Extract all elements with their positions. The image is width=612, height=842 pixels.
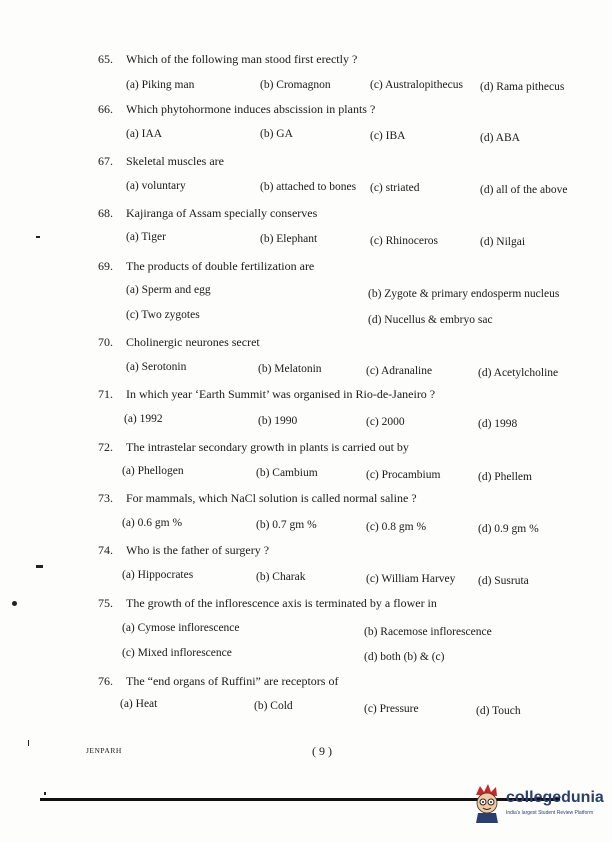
option-b: (b) Cambium	[256, 467, 318, 479]
logo-name: collegedunia	[506, 789, 604, 806]
option-a: (a) Tiger	[126, 231, 166, 243]
question-text: Cholinergic neurones secret	[126, 335, 260, 349]
option-d: (d) Susruta	[478, 575, 529, 587]
question-text: Kajiranga of Assam specially conserves	[126, 206, 318, 220]
question-number: 75.	[98, 596, 113, 610]
option-c: (c) 2000	[366, 416, 405, 428]
option-c: (c) Pressure	[364, 703, 419, 715]
question-text: Which of the following man stood first erectly ?	[126, 52, 358, 66]
scan-mark	[12, 601, 17, 606]
scan-mark	[36, 565, 43, 568]
question-text: The intrastelar secondary growth in plants is carried out by	[126, 440, 409, 454]
question-number: 73.	[98, 491, 113, 505]
option-c: (c) Two zygotes	[126, 309, 200, 321]
option-b: (b) GA	[260, 128, 293, 140]
question-number: 68.	[98, 206, 113, 220]
option-d: (d) 1998	[478, 418, 518, 430]
option-d: (d) 0.9 gm %	[478, 523, 539, 535]
scan-mark	[28, 740, 29, 746]
option-c: (c) Rhinoceros	[370, 235, 439, 247]
mascot-icon	[470, 783, 504, 823]
option-a: (a) Sperm and egg	[126, 284, 211, 296]
option-a: (a) Heat	[120, 698, 158, 710]
option-b: (b) 0.7 gm %	[256, 519, 317, 531]
option-d: (d) both (b) & (c)	[364, 651, 445, 663]
option-a: (a) IAA	[126, 128, 163, 140]
option-d: (d) Nilgai	[480, 236, 526, 248]
question-number: 69.	[98, 259, 113, 273]
option-a: (a) voluntary	[126, 180, 186, 192]
option-b: (b) Cromagnon	[260, 79, 331, 91]
question-text: For mammals, which NaCl solution is called normal saline ?	[126, 491, 417, 505]
option-c: (c) Australopithecus	[370, 79, 463, 91]
option-d: (d) ABA	[480, 132, 520, 144]
option-c: (c) striated	[370, 182, 420, 194]
question-number: 74.	[98, 543, 113, 557]
option-a: (a) Serotonin	[126, 361, 187, 373]
option-d: (d) Nucellus & embryo sac	[368, 314, 493, 326]
option-d: (d) Rama pithecus	[480, 81, 565, 93]
question-text: Who is the father of surgery ?	[126, 543, 270, 557]
question-number: 65.	[98, 52, 113, 66]
scan-mark	[44, 792, 46, 795]
question-number: 66.	[98, 102, 113, 116]
option-a: (a) 1992	[124, 413, 163, 425]
option-a: (a) Cymose inflorescence	[122, 622, 240, 634]
option-a: (a) Hippocrates	[122, 569, 194, 581]
option-b: (b) Cold	[254, 700, 293, 712]
option-b: (b) Melatonin	[258, 363, 322, 375]
option-d: (d) Touch	[476, 705, 521, 717]
collegedunia-logo	[470, 783, 610, 823]
question-number: 67.	[98, 154, 113, 168]
question-text: In which year ‘Earth Summit’ was organised in Rio-de-Janeiro ?	[126, 387, 436, 401]
footer-code: JENPARH	[86, 746, 122, 755]
question-number: 70.	[98, 335, 113, 349]
option-b: (b) Racemose inflorescence	[364, 626, 492, 638]
option-b: (b) Charak	[256, 571, 306, 583]
question-number: 76.	[98, 674, 113, 688]
option-b: (b) 1990	[258, 415, 298, 427]
option-c: (c) Adranaline	[366, 365, 433, 377]
option-a: (a) Phellogen	[122, 465, 184, 477]
option-c: (c) William Harvey	[366, 573, 456, 585]
question-text: Skeletal muscles are	[126, 154, 224, 168]
question-number: 71.	[98, 387, 113, 401]
option-c: (c) IBA	[370, 130, 406, 142]
option-a: (a) 0.6 gm %	[122, 517, 183, 529]
option-c: (c) Procambium	[366, 469, 441, 481]
option-d: (d) Acetylcholine	[478, 367, 559, 379]
question-number: 72.	[98, 440, 113, 454]
option-d: (d) all of the above	[480, 184, 568, 196]
question-text: The products of double fertilization are	[126, 259, 315, 273]
option-a: (a) Piking man	[126, 79, 195, 91]
option-c: (c) 0.8 gm %	[366, 521, 427, 533]
option-b: (b) Zygote & primary endosperm nucleus	[368, 288, 560, 300]
question-text: Which phytohormone induces abscission in plants ?	[126, 102, 376, 116]
question-text: The growth of the inflorescence axis is terminated by a flower in	[126, 596, 437, 610]
question-text: The “end organs of Ruffini” are receptors of	[126, 674, 339, 688]
page-number: ( 9 )	[312, 744, 332, 758]
option-b: (b) Elephant	[260, 233, 318, 245]
scan-mark	[36, 236, 40, 238]
option-b: (b) attached to bones	[260, 181, 357, 193]
option-c: (c) Mixed inflorescence	[122, 647, 232, 659]
logo-tagline: India's largest Student Review Platform	[506, 810, 594, 816]
option-d: (d) Phellem	[478, 471, 532, 483]
